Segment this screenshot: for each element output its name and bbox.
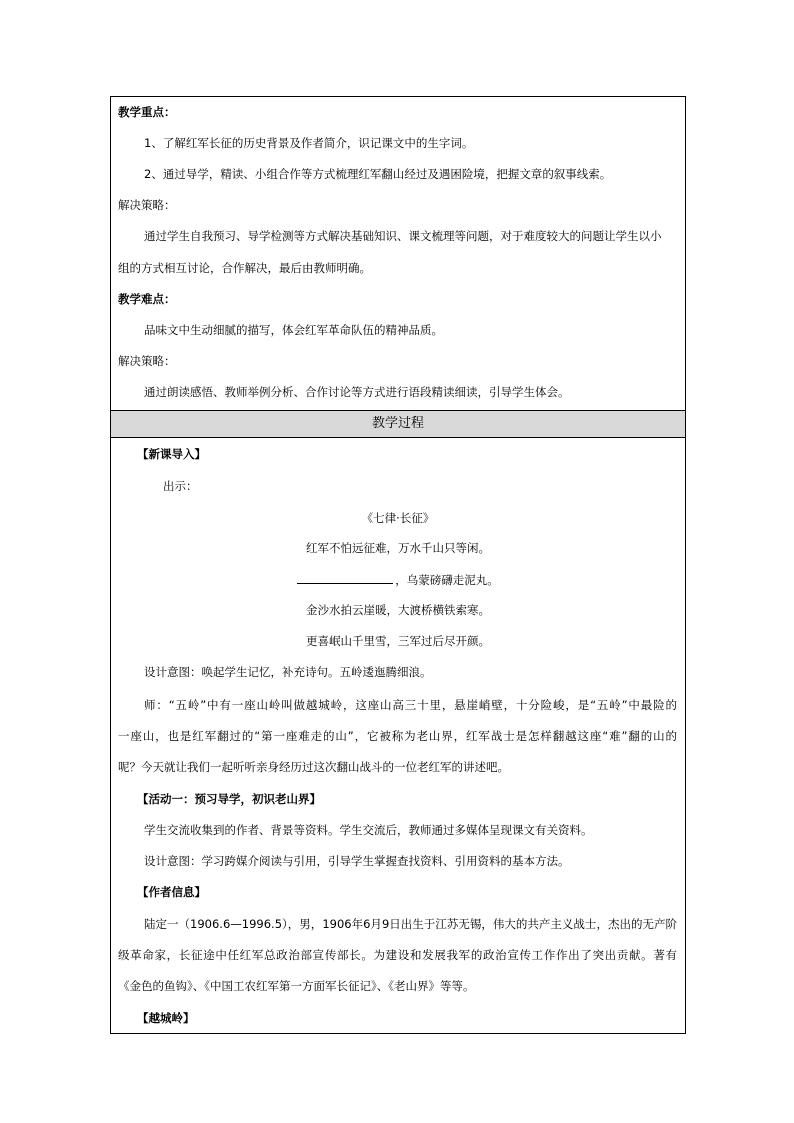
poem-line-2 (111, 571, 685, 588)
strategy-heading-2: 解决策略： (118, 354, 176, 368)
strategy-2-line-1: 通过朗读感悟、教师举例分析、合作讨论等方式进行语段精读细读，引导学生体会。 (144, 385, 570, 399)
activity-1-text: 学生交流收集到的作者、背景等资料。学生交流后，教师通过多媒体呈现课文有关资料。 (144, 823, 593, 837)
teaching-process-cell (111, 438, 685, 1034)
poem-line-1: 红军不怕远征难，万水千山只等闲。 (306, 541, 490, 555)
design-intent-2: 设计意图：学习跨媒介阅读与引用，引导学生掌握查找资料、引用资料的基本方法。 (144, 854, 570, 868)
poem-title: 《七律·长征》 (361, 511, 435, 525)
author-heading: 【作者信息】 (137, 885, 206, 899)
poem-line-3: 金沙水拍云崖暖，大渡桥横铁索寒。 (306, 603, 490, 617)
teaching-process-header: 教学过程 (111, 410, 685, 438)
teacher-line-2: 一座山，也是红军翻过的“第一座难走的山”，它被称为老山界，红军战士是怎样翻越这座“难”翻的山的 (118, 729, 677, 743)
key-point-2: 2、通过导学，精读、小组合作等方式梳理红军翻山经过及遇困险境，把握文章的叙事线索。 (144, 167, 612, 181)
lesson-plan-table (110, 96, 686, 1034)
author-line-2: 级革命家，长征途中任红军总政治部宣传部长。为建设和发展我军的政治宣传工作作出了突出贡献。著有 (118, 948, 677, 962)
difficult-points-heading: 教学难点： (118, 292, 176, 306)
poem-line-2-text: ，乌蒙磅礴走泥丸。 (395, 573, 499, 587)
intro-heading: 【新课导入】 (137, 447, 206, 461)
activity-1-heading: 【活动一：预习导学，初识老山界】 (137, 792, 321, 806)
poem-line-4: 更喜岷山千里雪，三军过后尽开颜。 (306, 634, 490, 648)
teaching-focus-cell (111, 97, 685, 410)
key-point-1: 1、了解红军长征的历史背景及作者简介，识记课文中的生字词。 (144, 136, 474, 150)
difficult-point-1: 品味文中生动细腻的描写，体会红军革命队伍的精神品质。 (144, 323, 443, 337)
strategy-1-line-1: 通过学生自我预习、导学检测等方式解决基础知识、课文梳理等问题，对于难度较大的问题让学生以小 (144, 229, 662, 243)
teacher-line-1: 师：“五岭”中有一座山岭叫做越城岭，这座山高三十里，悬崖峭壁，十分险峻，是“五岭”中最险的 (144, 698, 677, 712)
author-line-3: 《金色的鱼钩》、《中国工农红军第一方面军长征记》、《老山界》等等。 (118, 979, 475, 993)
strategy-heading-1: 解决策略： (118, 198, 176, 212)
yuecheng-heading: 【越城岭】 (137, 1011, 195, 1025)
key-points-heading: 教学重点： (118, 105, 176, 119)
show-label: 出示： (163, 479, 198, 493)
design-intent-1: 设计意图：唤起学生记忆，补充诗句。五岭逶迤腾细浪。 (144, 665, 432, 679)
fill-in-blank (297, 571, 393, 584)
teacher-line-3: 呢？今天就让我们一起听听亲身经历过这次翻山战斗的一位老红军的讲述吧。 (118, 760, 509, 774)
author-line-1: 陆定一（1906.6—1996.5），男，1906年6月9日出生于江苏无锡，伟大的共产主义战士，杰出的无产阶 (144, 917, 677, 931)
strategy-1-line-2: 组的方式相互讨论，合作解决，最后由教师明确。 (118, 261, 371, 275)
